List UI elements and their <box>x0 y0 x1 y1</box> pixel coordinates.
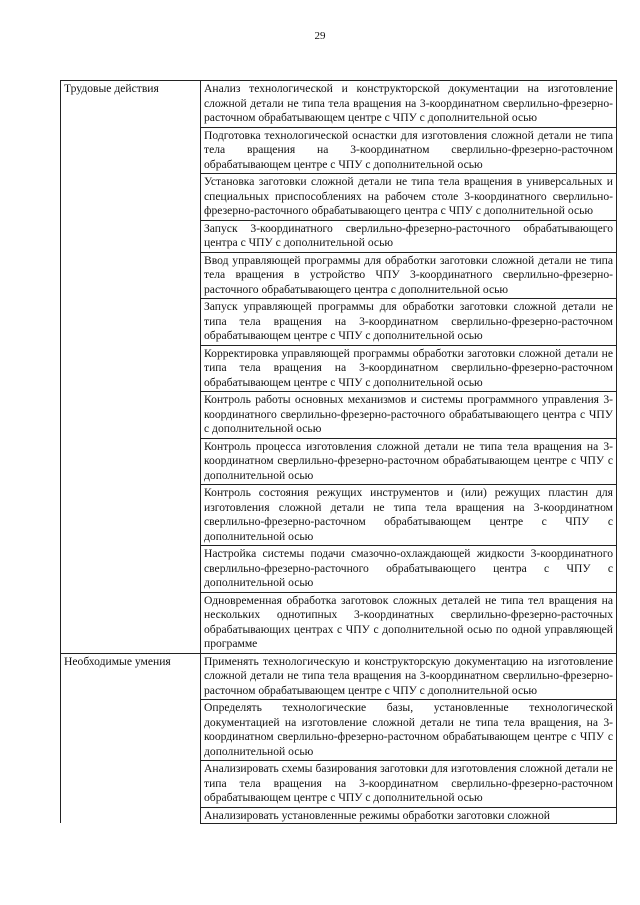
page-number: 29 <box>314 30 326 42</box>
list-item: Применять технологическую и конструкторскую документацию на изготовление сложной детали не типа тела вращения на 3-координатном сверлильно-фрезерно-расточном обрабатывающем центре с ЧПУ с дополнительной осью <box>201 653 617 700</box>
list-item: Анализировать схемы базирования заготовки для изготовления сложной детали не типа тела вращения на 3-координатном сверлильно-фрезерно-расточном обрабатывающем центре с ЧПУ с дополнительной осью <box>201 761 617 808</box>
list-item: Контроль работы основных механизмов и системы программного управления 3-координатного сверлильно-фрезерно-расточного обрабатывающего центра с ЧПУ с дополнительной осью <box>201 392 617 439</box>
list-item: Запуск управляющей программы для обработки заготовки сложной детали не типа тела вращения на 3-координатном сверлильно-фрезерно-расточном обрабатывающем центре с ЧПУ с дополнительной осью <box>201 299 617 346</box>
table-row <box>61 653 617 700</box>
requirements-table <box>60 80 617 824</box>
list-item: Одновременная обработка заготовок сложных деталей не типа тел вращения на нескольких однотипных 3-координатных сверлильно-фрезерно-расточных обрабатывающих центрах с ЧПУ с дополнительной осью по одной управляющей программе <box>201 592 617 653</box>
list-item: Настройка системы подачи смазочно-охлаждающей жидкости 3-координатного сверлильно-фрезерно-расточного обрабатывающего центра с ЧПУ с дополнительной осью <box>201 546 617 593</box>
list-item: Корректировка управляющей программы обработки заготовки сложной детали не типа тела вращения на 3-координатном сверлильно-фрезерно-расточном обрабатывающем центре с ЧПУ с дополнительной осью <box>201 345 617 392</box>
list-item: Подготовка технологической оснастки для изготовления сложной детали не типа тела вращения на 3-координатном сверлильно-фрезерно-расточном обрабатывающем центре с ЧПУ с дополнительной осью <box>201 127 617 174</box>
list-item: Ввод управляющей программы для обработки заготовки сложной детали не типа тела вращения в устройство ЧПУ 3-координатного сверлильно-фрезерно-расточного обрабатывающего центра с дополнительной осью <box>201 252 617 299</box>
list-item: Определять технологические базы, установленные технологической документацией на изготовление сложной детали не типа тела вращения, на 3-координатном сверлильно-фрезерно-расточном обрабатывающем центре с ЧПУ с дополнительной осью <box>201 700 617 761</box>
list-item <box>201 807 617 823</box>
section-label-required-skills: Необходимые умения <box>61 653 201 823</box>
truncated-item-text: Анализировать установленные режимы обработки заготовки сложной <box>204 808 550 822</box>
list-item: Контроль процесса изготовления сложной детали не типа тела вращения на 3-координатном сверлильно-фрезерно-расточном обрабатывающем центре с ЧПУ с дополнительной осью <box>201 438 617 485</box>
list-item: Контроль состояния режущих инструментов и (или) режущих пластин для изготовления сложной детали не типа тела вращения на 3-координатном сверлильно-фрезерно-расточном обрабатывающем центре с ЧПУ с дополнительной осью <box>201 485 617 546</box>
list-item: Анализ технологической и конструкторской документации на изготовление сложной детали не типа тела вращения на 3-координатном сверлильно-фрезерно-расточном обрабатывающем центре с ЧПУ с дополнительной осью <box>201 81 617 128</box>
table-row <box>61 81 617 128</box>
section-label-labor-actions: Трудовые действия <box>61 81 201 654</box>
list-item: Установка заготовки сложной детали не типа тела вращения в универсальных и специальных приспособлениях на рабочем столе 3-координатного сверлильно-фрезерно-расточного обрабатывающего центра с ЧПУ с дополнительной осью <box>201 174 617 221</box>
list-item: Запуск 3-координатного сверлильно-фрезерно-расточного обрабатывающего центра с ЧПУ с дополнительной осью <box>201 220 617 252</box>
